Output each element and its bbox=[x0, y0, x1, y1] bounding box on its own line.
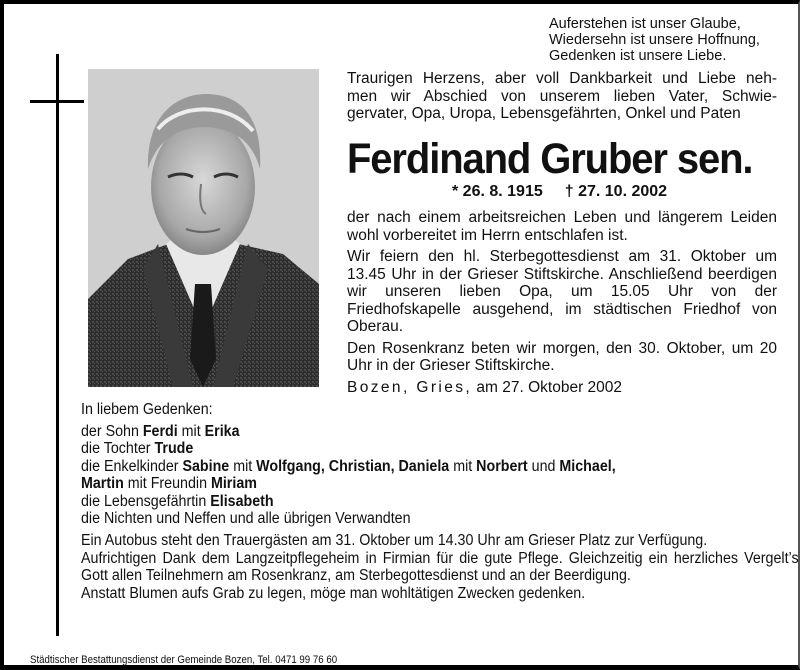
body-paragraph: Den Rosenkranz beten wir morgen, den 30. Oktober, um 20 Uhr in der Grieser Stiftskirche. bbox=[347, 339, 777, 374]
motto-line: Wiedersehn ist unsere Hoffnung, bbox=[549, 32, 760, 48]
cross-vertical-bar bbox=[56, 54, 59, 636]
closing-notes bbox=[81, 532, 799, 602]
mourner-line bbox=[81, 493, 725, 511]
body-paragraph: der nach einem arbeitsreichen Leben und längerem Leiden wohl vorbereitet im Herrn entschlafen ist. bbox=[347, 209, 777, 244]
motto-verse bbox=[549, 16, 799, 64]
mourner-relation: mit bbox=[177, 422, 205, 440]
deceased-name: Ferdinand Gruber sen. bbox=[347, 135, 753, 183]
cross-horizontal-bar bbox=[30, 100, 84, 103]
closing-paragraph: Anstatt Blumen aufs Grab zu legen, möge man wohltätigen Zwecken gedenken. bbox=[81, 584, 586, 602]
closing-paragraph: Ein Autobus steht den Trauergästen am 31. Oktober um 14.30 Uhr am Grieser Platz zur Verfügung. bbox=[81, 532, 708, 549]
birth-date: * 26. 8. 1915 bbox=[452, 183, 543, 200]
motto-line: Auferstehen ist unser Glaube, bbox=[549, 16, 741, 32]
mourner-line bbox=[81, 510, 725, 528]
intro-text bbox=[347, 70, 777, 123]
body-paragraph: Wir feiern den hl. Sterbegottesdienst am 31. Oktober um 13.45 Uhr in der Grieser Stiftskirche. Anschließend beerdigen wir unseren lieben Opa, um 15.05 Uhr von der Friedhofskapelle ausgehend, im städtischen Friedhof von Oberau. bbox=[347, 248, 777, 335]
mourner-relation: die Lebensgefährtin bbox=[81, 492, 211, 510]
mourner-relation: mit Freundin bbox=[123, 475, 211, 492]
mourner-name: Martin bbox=[81, 475, 124, 492]
portrait-photo bbox=[88, 69, 319, 387]
mourner-name: Miriam bbox=[210, 475, 257, 492]
mourner-name: Norbert bbox=[476, 457, 528, 475]
date: am 27. Oktober 2002 bbox=[476, 378, 623, 396]
mourner-relation: mit bbox=[229, 457, 257, 475]
mourner-name: Sabine bbox=[182, 457, 230, 475]
motto-line: Gedenken ist unsere Liebe. bbox=[549, 48, 727, 64]
intro-line: men wir Abschied von unserem lieben Vater, Schwie- bbox=[347, 87, 777, 105]
death-date: † 27. 10. 2002 bbox=[564, 183, 668, 200]
mourner-relation: mit bbox=[449, 457, 477, 475]
place-and-date bbox=[347, 379, 777, 397]
funeral-service-footer: Städtischer Bestattungsdienst der Gemeinde Bozen, Tel. 0471 99 76 60 bbox=[30, 654, 338, 666]
mourner-line bbox=[81, 475, 725, 493]
mourner-relation: und bbox=[527, 457, 560, 475]
mourner-relation: die Tochter bbox=[81, 440, 155, 457]
mourner-line bbox=[81, 440, 725, 458]
intro-line: gervater, Opa, Uropa, Lebensgefährten, Onkel und Paten bbox=[347, 105, 741, 122]
mourner-name: Trude bbox=[154, 440, 194, 457]
mourner-relation: der Sohn bbox=[81, 422, 143, 440]
mourner-line bbox=[81, 423, 725, 441]
intro-line: Traurigen Herzens, aber voll Dankbarkeit und Liebe neh- bbox=[347, 70, 777, 87]
closing-paragraph: Aufrichtigen Dank dem Langzeitpflegeheim in Firmian für die gute Pflege. Gleichzeitig ein herzliches Vergelt’s Gott allen Teilnehmern am Rosenkranz, am Sterbegottesdienst und an der Beerdigung. bbox=[81, 549, 799, 584]
mourner-name: Elisabeth bbox=[210, 492, 274, 510]
mourner-lines bbox=[81, 423, 725, 528]
mourner-relation: die Nichten und Neffen und alle übrigen Verwandten bbox=[81, 510, 411, 527]
mourners-heading: In liebem Gedenken: bbox=[81, 401, 213, 418]
portrait-illustration bbox=[88, 69, 319, 387]
mourners-list bbox=[81, 401, 725, 528]
mourner-relation: die Enkelkinder bbox=[81, 457, 183, 475]
service-details bbox=[347, 209, 777, 396]
mourner-name: Michael, bbox=[559, 457, 616, 475]
life-dates bbox=[452, 183, 667, 201]
mourner-name: Wolfgang, Christian, Daniela bbox=[256, 457, 450, 475]
mourner-line bbox=[81, 458, 725, 476]
mourner-name: Ferdi bbox=[142, 422, 178, 440]
place: Bozen, Gries, bbox=[347, 378, 473, 396]
mourner-name: Erika bbox=[204, 422, 240, 440]
